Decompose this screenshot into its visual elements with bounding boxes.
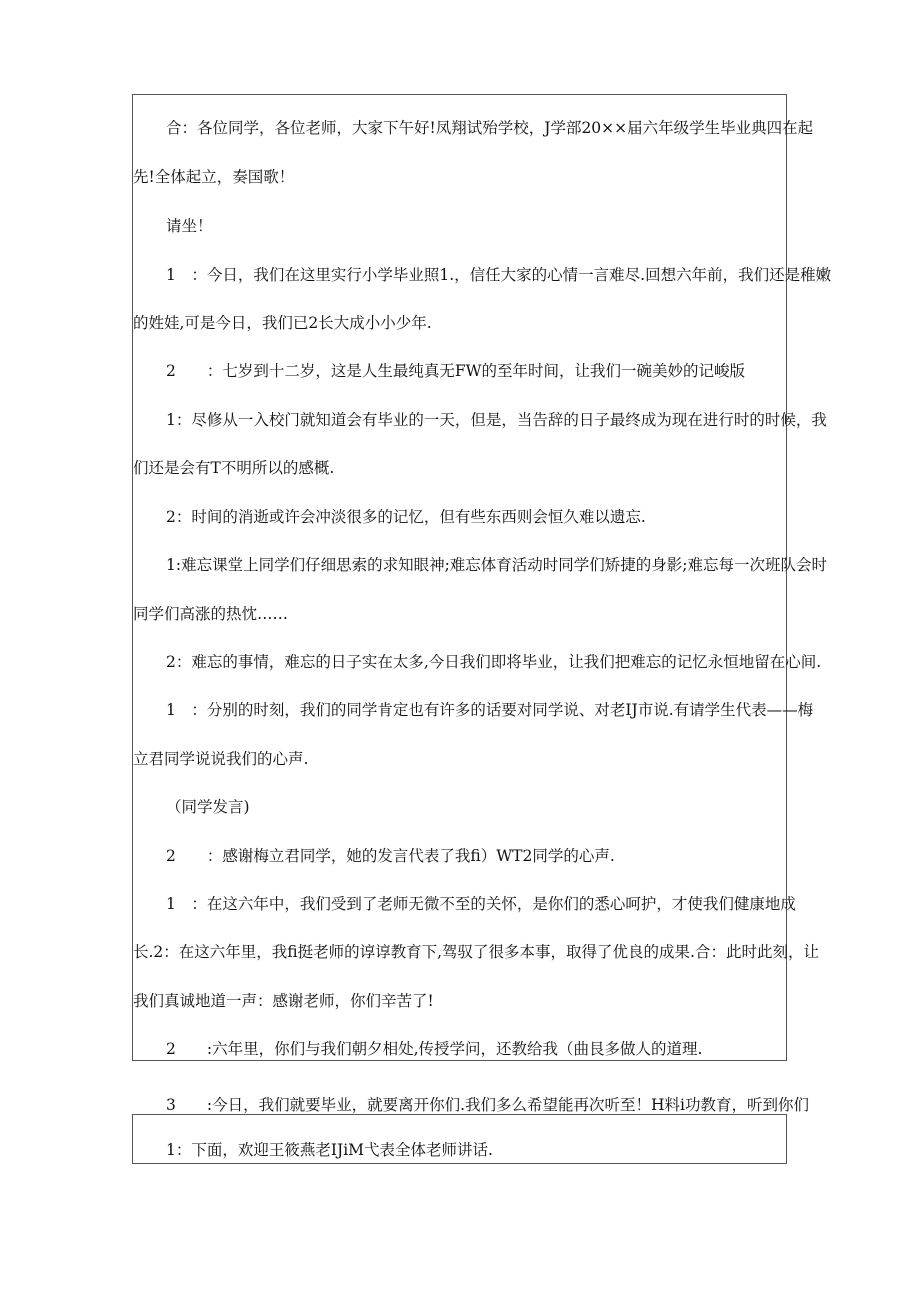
content-table-frame <box>132 94 787 1061</box>
text-line: 的姓娃,可是今日，我们已2长大成小小少年. <box>133 314 432 332</box>
text-line: 2 ：七岁到十二岁，这是人生最纯真无FW的至年时间，让我们一碗美妙的记峻版 <box>166 362 746 380</box>
text-line: 3 :今日，我们就要毕业，就要离开你们.我们多么希望能再次听至！H料i功教育，听到你们 <box>166 1096 809 1114</box>
text-line: 我们真诚地道一声：感谢老师，你们辛苦了! <box>133 992 434 1010</box>
text-line: 1 ：分别的时刻，我们的同学肯定也有许多的话要对同学说、对老IJ市说.有请学生代表——梅 <box>166 701 814 719</box>
text-line: 1:难忘课堂上同学们仔细思索的求知眼神;难忘体育活动时同学们矫捷的身影;难忘每一次班队会时 <box>166 556 828 574</box>
text-line: 2 ：感谢梅立君同学，她的发言代表了我fi）WT2同学的心声. <box>166 847 615 865</box>
text-line: 2 :六年里，你们与我们朝夕相处,传授学问，还教给我（曲艮多做人的道理. <box>166 1040 703 1058</box>
text-line: 2：时间的消逝或许会冲淡很多的记忆，但有些东西则会恒久难以遗忘. <box>166 508 646 526</box>
text-line: 1：尽修从一入校门就知道会有毕业的一天，但是，当告辞的日子最终成为现在进行时的时候，我 <box>166 411 827 429</box>
text-line: 1：下面，欢迎王筱燕老IJiM弋表全体老师讲话. <box>166 1141 493 1159</box>
text-line: （同学发言) <box>166 798 250 816</box>
text-line: 合：各位同学，各位老师，大家下午好!凤翔试殆学校，J学部20××届六年级学生毕业典四在起 <box>166 119 814 137</box>
text-line: 请坐！ <box>166 217 213 235</box>
text-line: 2：难忘的事情，难忘的日子实在太多,今日我们即将毕业，让我们把难忘的记忆永恒地留在心间. <box>166 653 822 671</box>
text-line: 们还是会有T不明所以的感概. <box>133 459 335 477</box>
text-line: 先!全体起立，奏国歌！ <box>133 168 295 186</box>
text-line: 1 ：在这六年中，我们受到了老师无微不至的关怀，是你们的悉心呵护，才使我们健康地成 <box>166 895 796 913</box>
text-line: 1 ：今日，我们在这里实行小学毕业照1.，信任大家的心情一言难尽.回想六年前，我们还是稚嫩 <box>166 266 832 284</box>
text-line: 长.2：在这六年里，我fi挺老师的谆谆教育下,驾驭了很多本事，取得了优良的成果.合：此时此刻，让 <box>133 943 819 961</box>
text-line: 同学们高涨的热忱…… <box>133 605 289 623</box>
text-line: 立君同学说说我们的心声. <box>133 750 309 768</box>
